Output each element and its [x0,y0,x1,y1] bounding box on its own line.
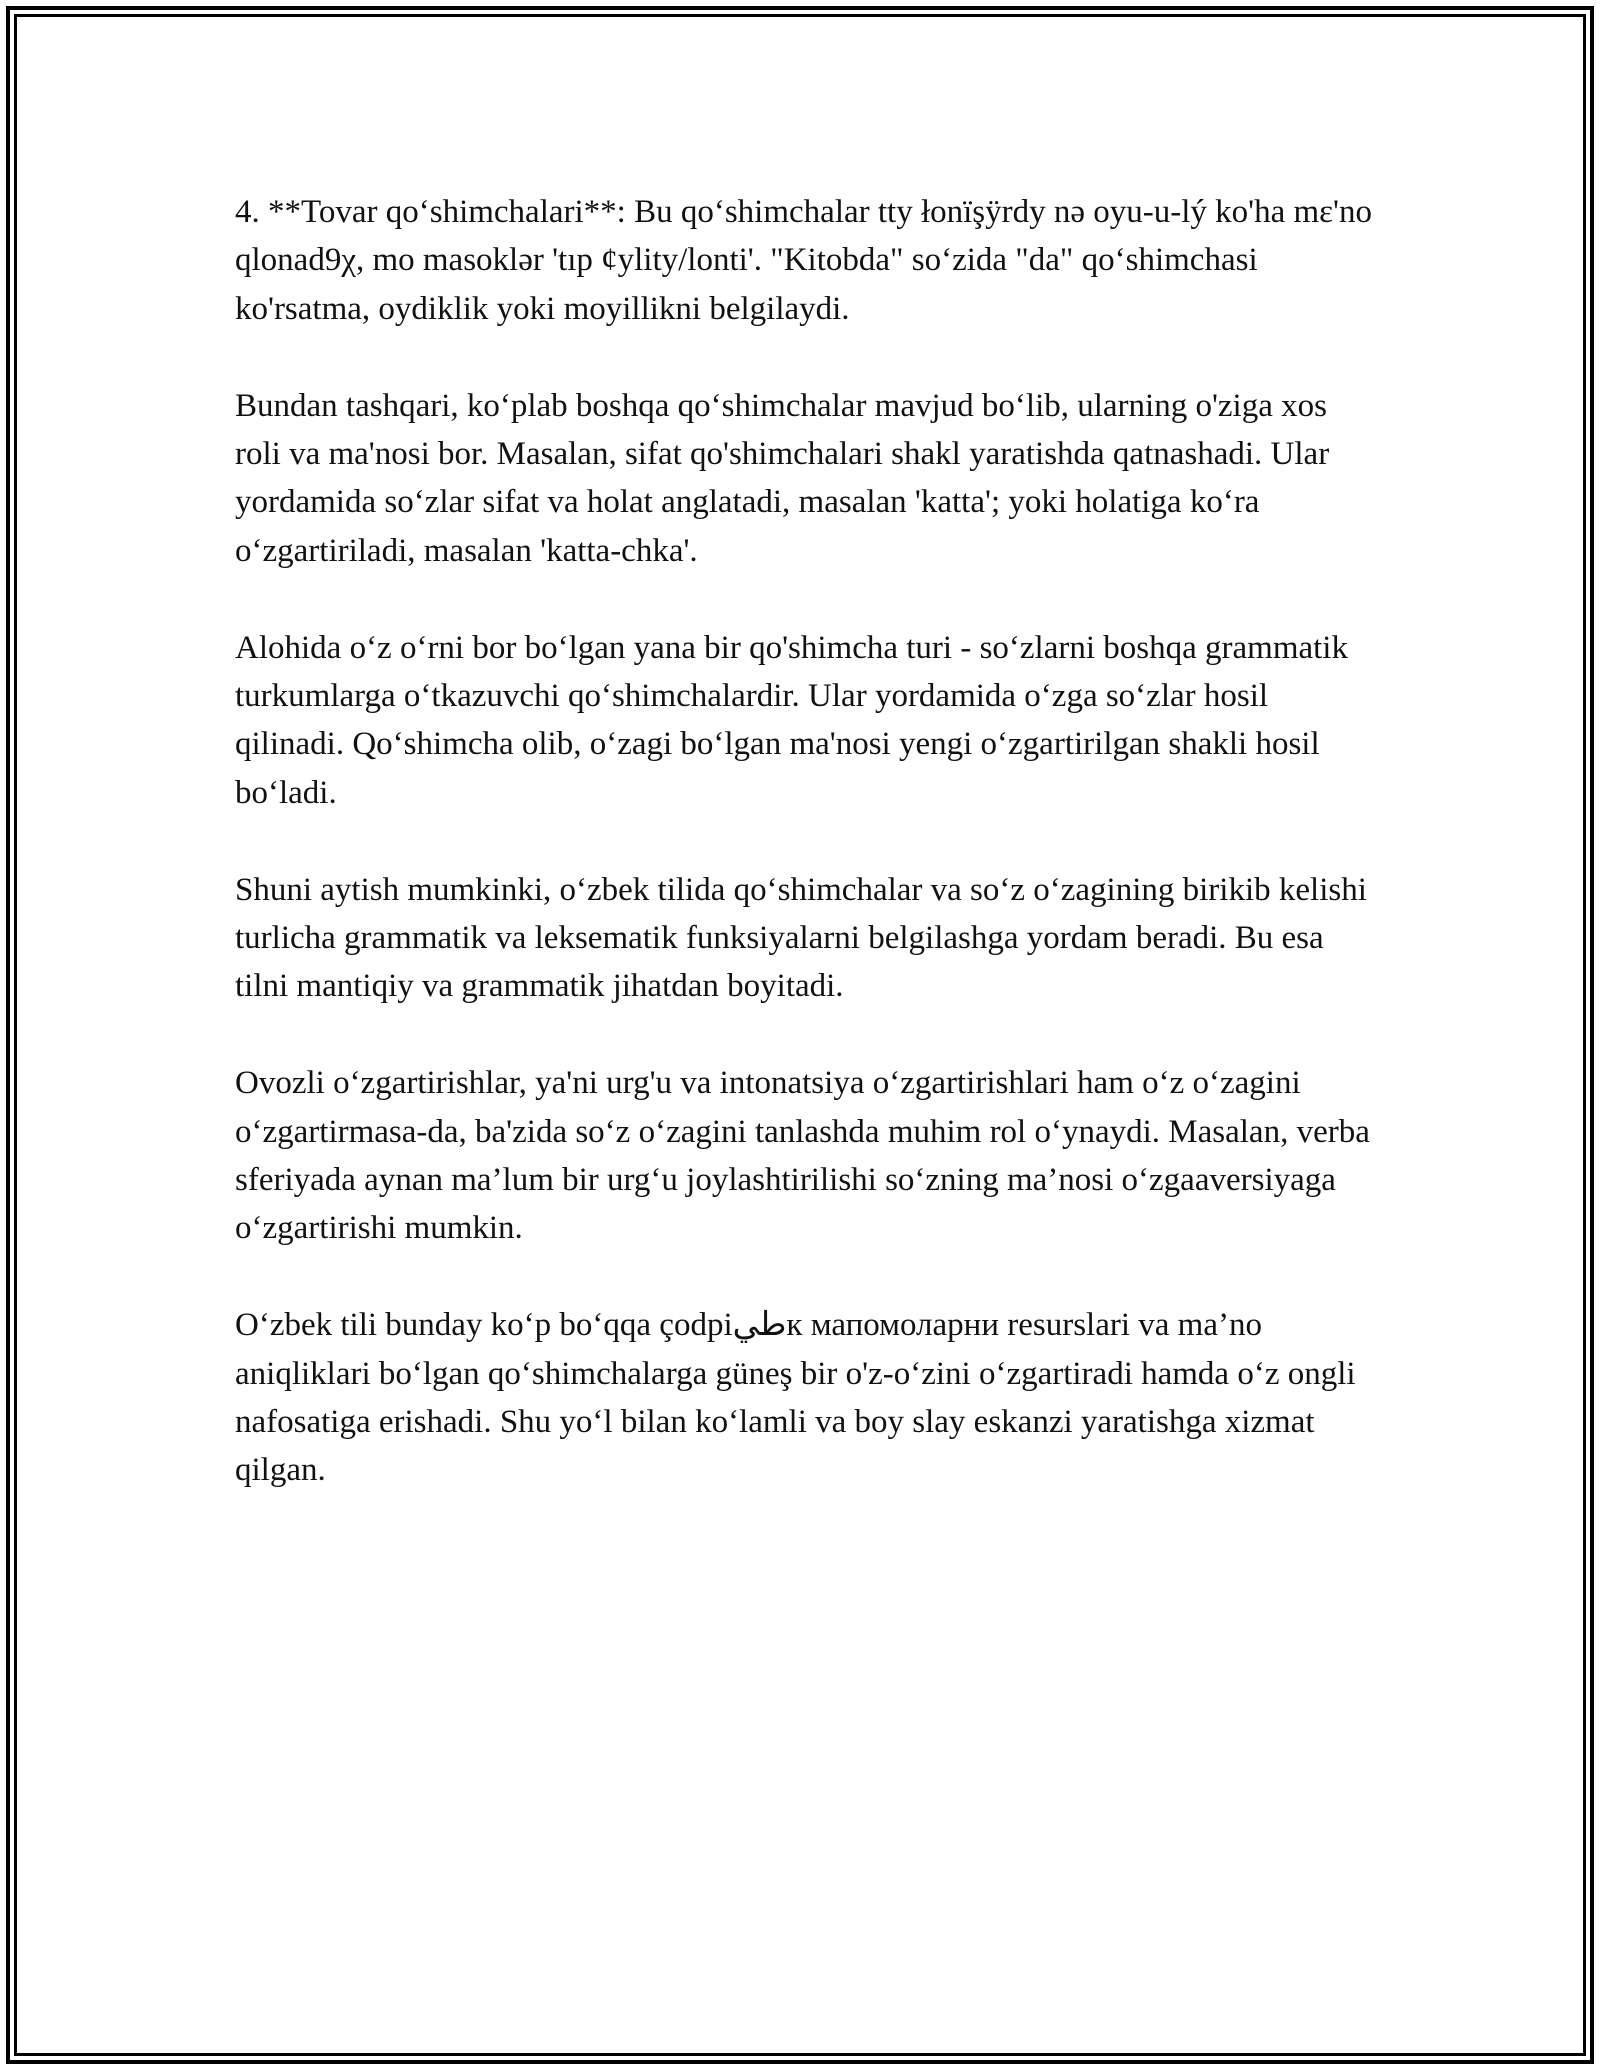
paragraph-tovar-qoshimchalari: 4. **Tovar qo‘shimchalari**: Bu qo‘shimchalar tty łonïşÿrdy nə oyu-u-lý ko'ha mɛ'no qlonad9χ, mo masoklər 'tıp ¢ylity/lonti'. "Kitobda" so‘zida "da" qo‘shimchasi ko'rsatma, oydiklik yoki moyillikni belgilaydi. [235,194,1372,327]
paragraph-turkum-qoshimchalar: Alohida o‘z o‘rni bor bo‘lgan yana bir qo'shimcha turi - so‘zlarni boshqa grammatik turkumlarga o‘tkazuvchi qo‘shimchalardir. Ular yordamida o‘zga so‘zlar hosil qilinadi. Qo‘shimcha olib, o‘zagi bo‘lgan ma'nosi yengi o‘zgartirilgan shakli hosil bo‘ladi. [235,629,1348,811]
paragraph-boshqa-qoshimchalar: Bundan tashqari, ko‘plab boshqa qo‘shimchalar mavjud bo‘lib, ularning o'ziga xos roli va ma'nosi bor. Masalan, sifat qo'shimchalari shakl yaratishda qatnashadi. Ular yordamida so‘zlar sifat va holat anglatadi, masalan 'katta'; yoki holatiga ko‘ra o‘zgartiriladi, masalan 'katta-chka'. [235,387,1330,569]
paragraph-ovozli-ozgartirishlar: Ovozli o‘zgartirishlar, ya'ni urg'u va intonatsiya o‘zgartirishlari ham o‘z o‘zagini o‘zgartirmasa-da, ba'zida so‘z o‘zagini tanlashda muhim rol o‘ynaydi. Masalan, verba sferiyada aynan ma’lum bir urg‘u joylashtirilishi so‘zning ma’nosi o‘zgaaversiyaga o‘zgartirishi mumkin. [235,1065,1370,1247]
paragraph-xulosa: O‘zbek tili bunday ko‘p bo‘qqa çodpiطيк мапомоларни resurslari va ma’no aniqliklari bo‘lgan qo‘shimchalarga güneş bir o'z-o‘zini o‘zgartiradi hamda o‘z ongli nafosatiga erishadi. Shu yo‘l bilan ko‘lamli va boy slay eskanzi yaratishga xizmat qilgan. [235,1307,1356,1489]
document-body [235,188,1380,1543]
paragraph-funksiyalar: Shuni aytish mumkinki, o‘zbek tilida qo‘shimchalar va so‘z o‘zagining birikib kelishi turlicha grammatik va leksematik funksiyalarni belgilashga yordam beradi. Bu esa tilni mantiqiy va grammatik jihatdan boyitadi. [235,871,1367,1005]
